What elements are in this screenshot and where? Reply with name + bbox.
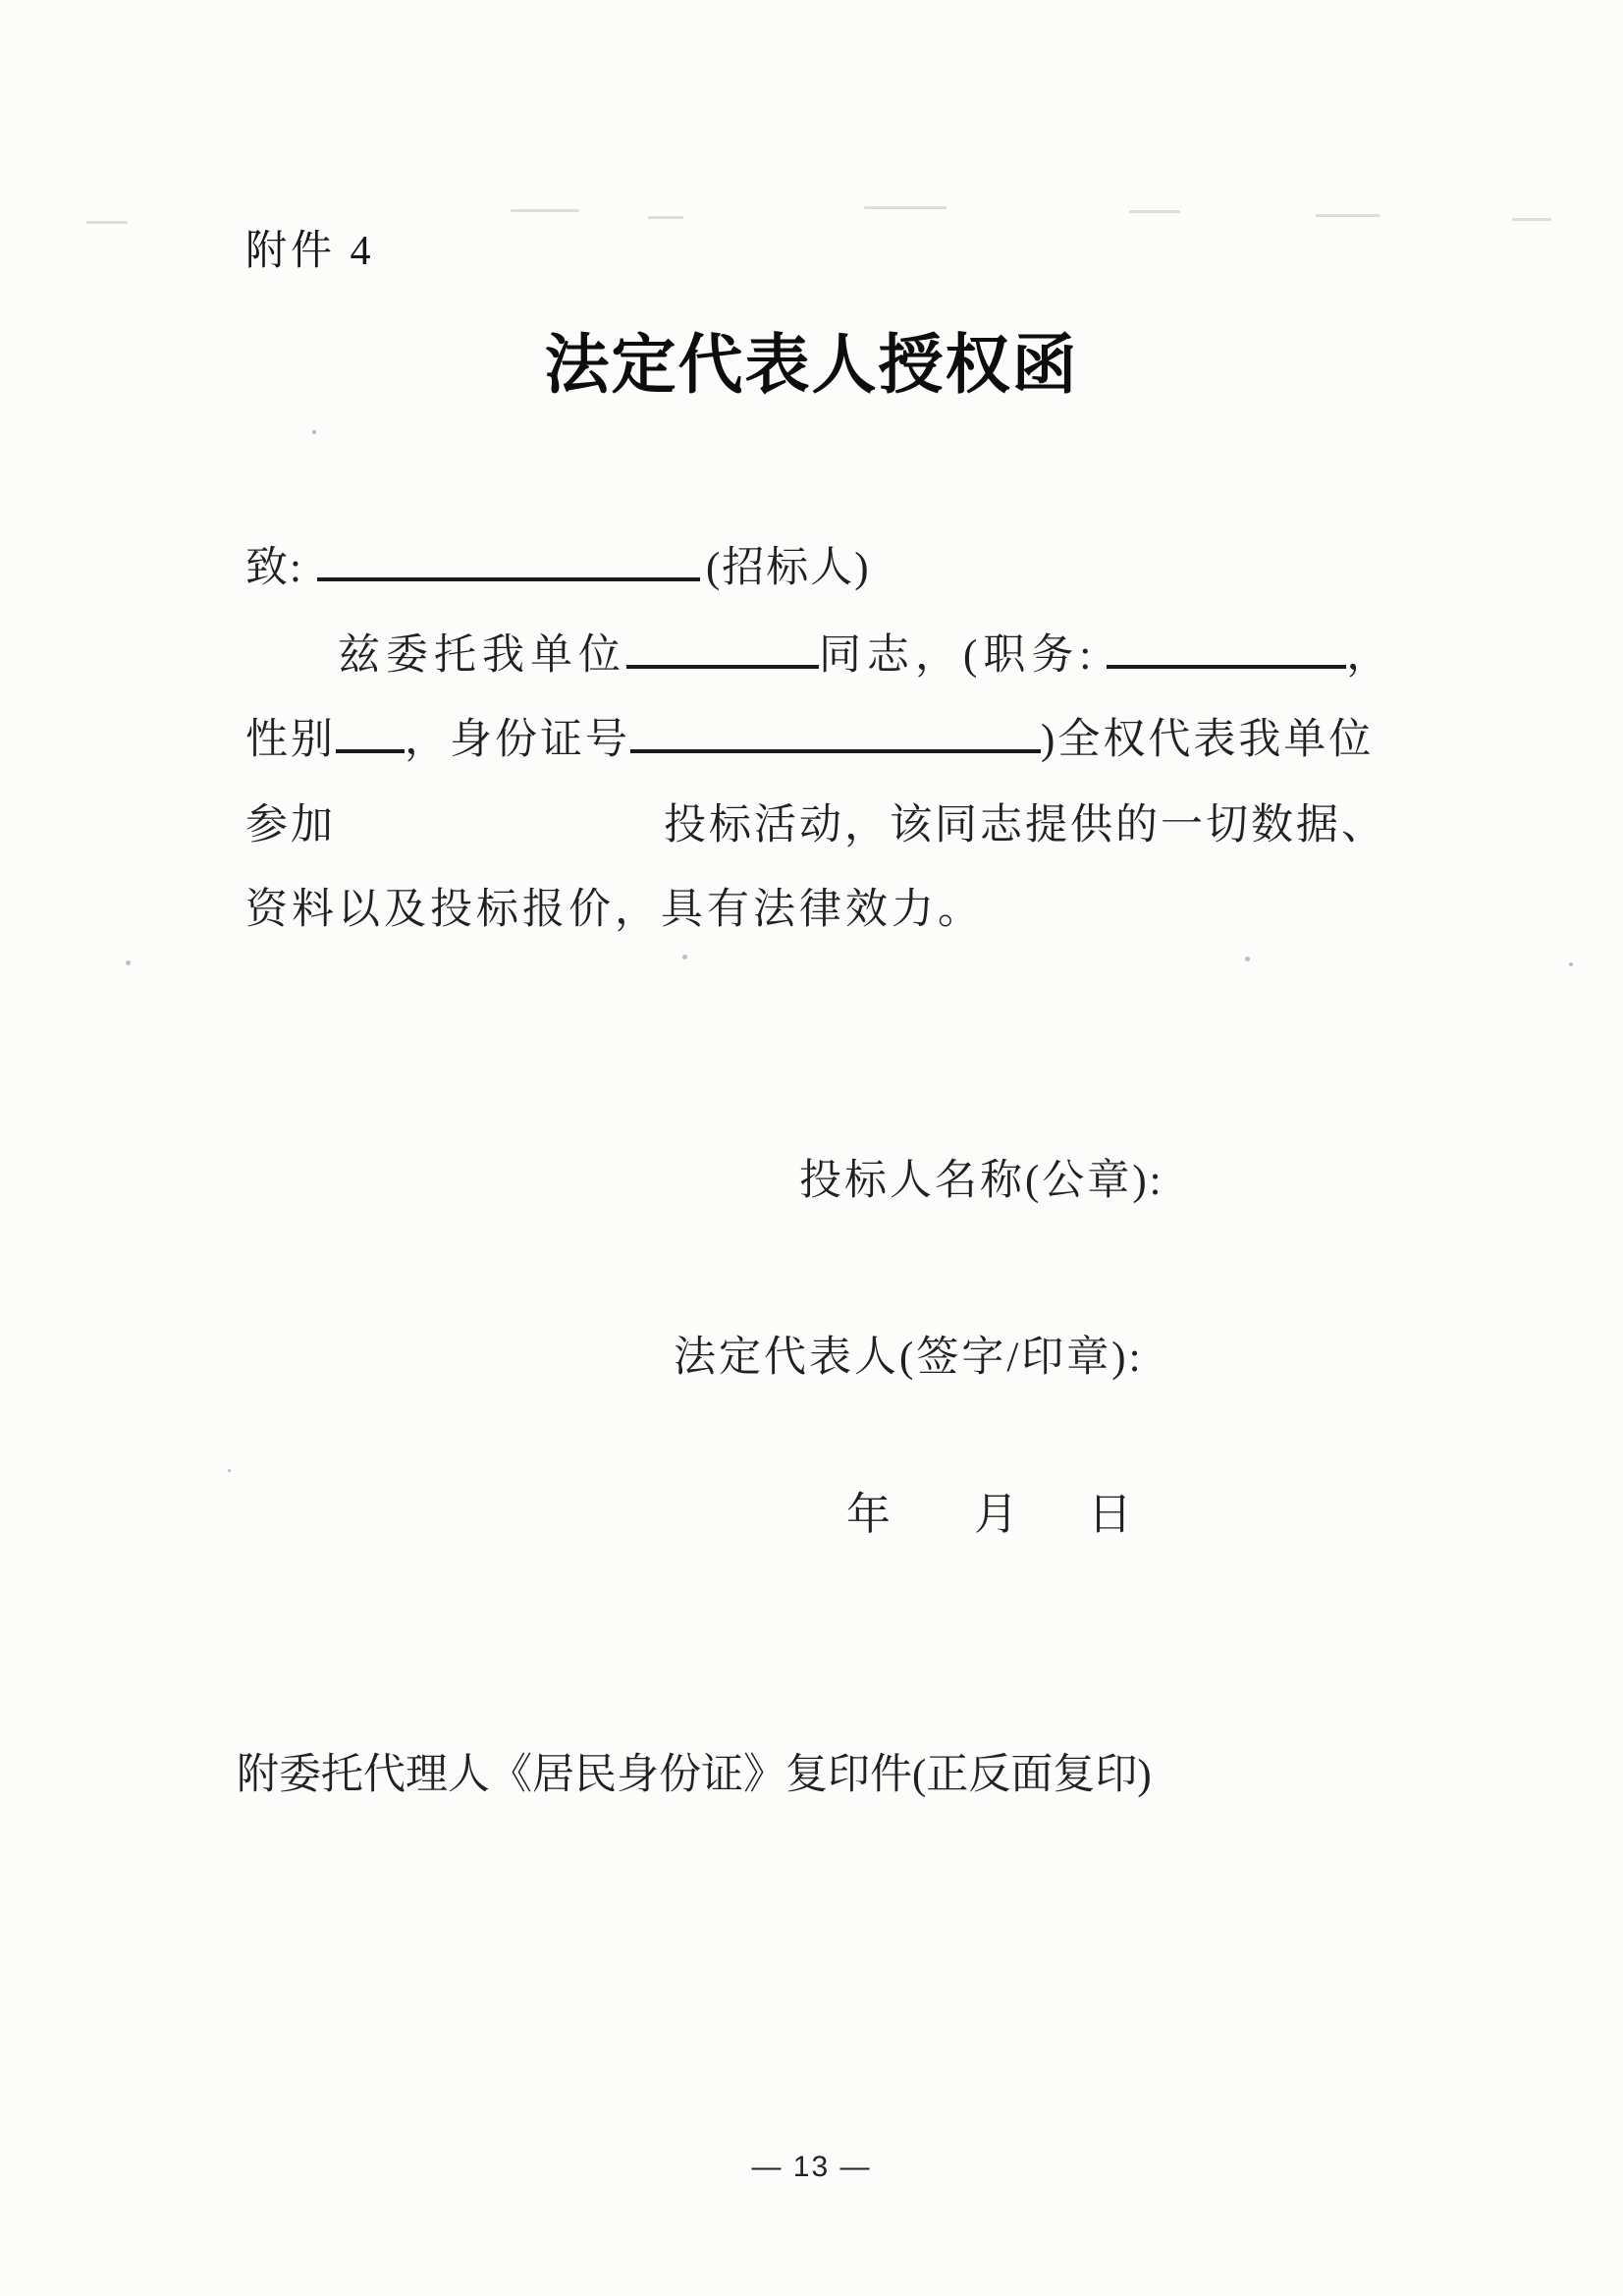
- scan-speck: [1569, 962, 1573, 966]
- legal-representative-signature-label: 法定代表人(签字/印章):: [674, 1335, 1144, 1381]
- participation-line: [245, 792, 1386, 851]
- scan-speck: [228, 1469, 231, 1472]
- id-number-label: ，身份证号: [405, 717, 630, 763]
- delegation-text-3: ，: [1346, 632, 1395, 679]
- blank-gender: [336, 709, 405, 753]
- date-year-label: 年: [846, 1490, 894, 1539]
- bidding-activity-text: 投标活动，该同志提供的一切数据、: [664, 802, 1386, 848]
- blank-recipient-name: [317, 537, 700, 581]
- authorization-text: )全权代表我单位: [1041, 717, 1375, 763]
- delegation-text-1: 兹委托我单位: [338, 632, 626, 679]
- recipient-role-text: (招标人): [705, 545, 871, 591]
- scan-speck: [1245, 957, 1250, 961]
- scan-smudge: [1316, 214, 1380, 217]
- id-copy-attachment-note: 附委托代理人《居民身份证》复印件(正反面复印): [237, 1752, 1152, 1798]
- delegation-text-2: 同志，(职务:: [819, 632, 1098, 679]
- gender-label: 性别: [245, 717, 336, 763]
- scan-smudge: [86, 221, 128, 224]
- page-number: — 13 —: [751, 2151, 872, 2183]
- scan-speck: [126, 960, 131, 965]
- blank-position: [1107, 625, 1346, 669]
- scan-smudge: [511, 209, 579, 212]
- participate-label: 参加: [245, 802, 336, 848]
- attachment-label: 附件 4: [245, 229, 375, 274]
- scan-smudge: [648, 216, 683, 219]
- blank-agent-name: [626, 625, 819, 669]
- blank-id-number: [630, 709, 1041, 753]
- scan-speck: [682, 955, 687, 959]
- date-line: [846, 1478, 1135, 1542]
- salutation-line: [245, 534, 871, 594]
- scan-smudge: [1129, 210, 1180, 213]
- bidder-seal-label: 投标人名称(公章):: [799, 1158, 1164, 1204]
- date-month-label: 月: [974, 1490, 1022, 1539]
- scan-speck: [312, 430, 316, 434]
- document-title: 法定代表人授权函: [544, 330, 1079, 402]
- delegation-line: [338, 622, 1394, 682]
- date-day-label: 日: [1088, 1490, 1136, 1539]
- identity-line: [245, 706, 1374, 766]
- legal-effect-line: [245, 876, 984, 936]
- scan-smudge: [864, 206, 947, 209]
- legal-effect-text: 资料以及投标报价，具有法律效力。: [245, 887, 984, 933]
- salutation-text: 致:: [245, 545, 303, 591]
- scan-smudge: [1512, 218, 1551, 221]
